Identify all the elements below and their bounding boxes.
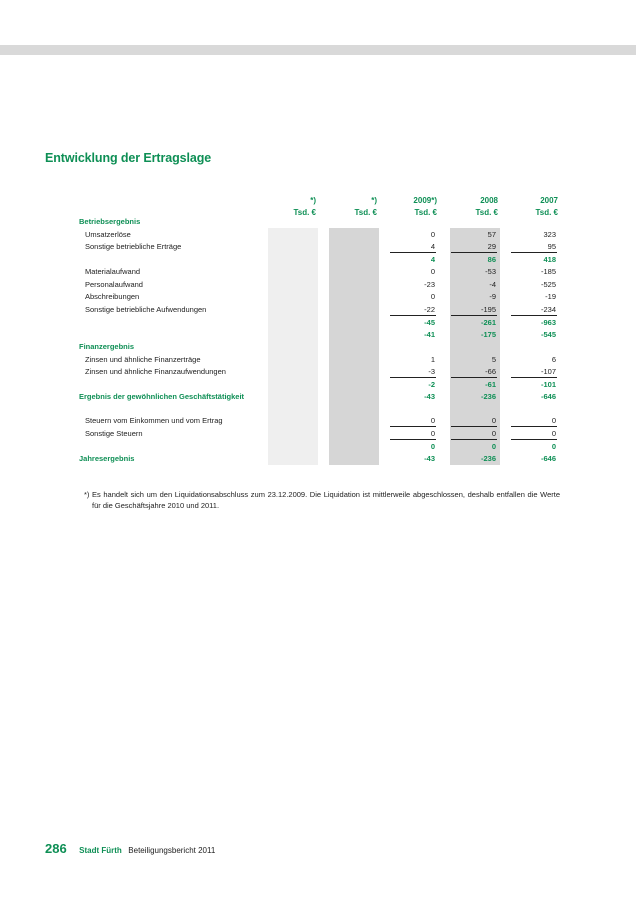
value-cell-c5: -525 — [540, 280, 556, 289]
value-cell-c3: 0 — [430, 230, 435, 239]
row-label: Ergebnis der gewöhnlichen Geschäftstätigkeit — [79, 392, 245, 401]
value-cell-c4: -53 — [485, 267, 496, 276]
value-cell-c5: -646 — [540, 392, 556, 401]
value-cell-c4: -66 — [485, 367, 496, 376]
value-cell-c3: -2 — [428, 380, 435, 389]
value-cell-c5: -107 — [540, 367, 556, 376]
column-header-5: 2007 — [540, 196, 558, 205]
sum-rule — [511, 377, 557, 378]
value-cell-c5: 323 — [543, 230, 556, 239]
sum-rule — [390, 426, 436, 427]
value-cell-c3: 4 — [430, 242, 435, 251]
table-row — [0, 428, 636, 440]
value-cell-c4: 5 — [491, 355, 496, 364]
sum-rule — [390, 252, 436, 253]
value-cell-c4: -4 — [489, 280, 496, 289]
row-label: Steuern vom Einkommen und vom Ertrag — [85, 416, 223, 425]
value-cell-c5: 95 — [547, 242, 556, 251]
value-cell-c4: -195 — [480, 305, 496, 314]
value-cell-c3: 0 — [430, 442, 435, 451]
value-cell-c5: -19 — [545, 292, 556, 301]
table-row — [0, 354, 636, 366]
subtotal-row — [0, 317, 636, 329]
sum-rule — [511, 252, 557, 253]
value-cell-c3: -43 — [424, 392, 435, 401]
value-cell-c4: -236 — [480, 454, 496, 463]
value-cell-c5: -101 — [540, 380, 556, 389]
page-footer — [45, 840, 215, 858]
table-row — [0, 415, 636, 427]
value-cell-c4: -9 — [489, 292, 496, 301]
row-label: Betriebsergebnis — [79, 217, 141, 226]
column-unit-3: Tsd. € — [414, 208, 437, 217]
column-unit-5: Tsd. € — [535, 208, 558, 217]
publisher-name: Stadt Fürth — [79, 846, 122, 855]
value-cell-c3: 0 — [430, 429, 435, 438]
page-number: 286 — [45, 841, 67, 856]
row-label: Finanzergebnis — [79, 342, 135, 351]
value-cell-c5: -234 — [540, 305, 556, 314]
sum-rule — [511, 439, 557, 440]
value-cell-c5: 6 — [551, 355, 556, 364]
column-unit-4: Tsd. € — [475, 208, 498, 217]
section-row — [0, 341, 636, 353]
table-row — [0, 229, 636, 241]
sum-rule — [390, 377, 436, 378]
value-cell-c3: 0 — [430, 416, 435, 425]
total-row — [0, 391, 636, 403]
value-cell-c3: -3 — [428, 367, 435, 376]
row-label: Personalaufwand — [85, 280, 143, 289]
column-header-2: *) — [371, 196, 377, 205]
row-label: Materialaufwand — [85, 267, 141, 276]
sum-rule — [511, 426, 557, 427]
footnote-mark: *) — [84, 490, 90, 499]
column-unit-2: Tsd. € — [354, 208, 377, 217]
column-unit-1: Tsd. € — [293, 208, 316, 217]
sum-rule — [511, 315, 557, 316]
value-cell-c3: 4 — [430, 255, 435, 264]
value-cell-c4: 57 — [487, 230, 496, 239]
column-header-4: 2008 — [480, 196, 498, 205]
report-title: Beteiligungsbericht 2011 — [128, 846, 216, 855]
sum-rule — [390, 315, 436, 316]
table-row — [0, 366, 636, 378]
value-cell-c3: 0 — [430, 267, 435, 276]
row-label: Jahresergebnis — [79, 454, 135, 463]
subtotal-row — [0, 329, 636, 341]
table-row — [0, 304, 636, 316]
table-row — [0, 241, 636, 253]
value-cell-c4: 0 — [491, 416, 496, 425]
subtotal-row — [0, 379, 636, 391]
column-header-1: *) — [310, 196, 316, 205]
row-label: Sonstige Steuern — [85, 429, 143, 438]
total-row — [0, 453, 636, 465]
table-row — [0, 279, 636, 291]
value-cell-c3: -45 — [424, 318, 435, 327]
value-cell-c3: 1 — [430, 355, 435, 364]
table-row — [0, 266, 636, 278]
value-cell-c5: -545 — [540, 330, 556, 339]
table-row — [0, 291, 636, 303]
value-cell-c5: -963 — [540, 318, 556, 327]
value-cell-c3: -41 — [424, 330, 435, 339]
value-cell-c3: -43 — [424, 454, 435, 463]
row-label: Sonstige betriebliche Erträge — [85, 242, 182, 251]
value-cell-c5: 0 — [551, 429, 556, 438]
value-cell-c4: -236 — [480, 392, 496, 401]
value-cell-c3: -23 — [424, 280, 435, 289]
footnote — [84, 489, 560, 511]
footnote-text: Es handelt sich um den Liquidationsabschluss zum 23.12.2009. Die Liquidation ist mittlerweile abgeschlossen, deshalb entfallen die Werte für die Geschäftsjahre 2010 und 2011. — [92, 490, 560, 510]
sum-rule — [451, 439, 497, 440]
value-cell-c5: -185 — [540, 267, 556, 276]
value-cell-c3: -22 — [424, 305, 435, 314]
value-cell-c4: 0 — [491, 442, 496, 451]
value-cell-c4: 29 — [487, 242, 496, 251]
value-cell-c5: 0 — [551, 416, 556, 425]
value-cell-c5: -646 — [540, 454, 556, 463]
row-label: Sonstige betriebliche Aufwendungen — [85, 305, 207, 314]
value-cell-c4: -175 — [480, 330, 496, 339]
value-cell-c4: -61 — [485, 380, 496, 389]
row-label: Zinsen und ähnliche Finanzaufwendungen — [85, 367, 226, 376]
column-header-3: 2009*) — [413, 196, 437, 205]
sum-rule — [390, 439, 436, 440]
row-label: Abschreibungen — [85, 292, 140, 301]
row-label: Zinsen und ähnliche Finanzerträge — [85, 355, 201, 364]
sum-rule — [451, 252, 497, 253]
value-cell-c4: 0 — [491, 429, 496, 438]
row-label: Umsatzerlöse — [85, 230, 131, 239]
value-cell-c5: 418 — [543, 255, 556, 264]
subtotal-row — [0, 441, 636, 453]
value-cell-c5: 0 — [551, 442, 556, 451]
value-cell-c3: 0 — [430, 292, 435, 301]
value-cell-c4: -261 — [480, 318, 496, 327]
value-cell-c4: 86 — [487, 255, 496, 264]
section-row — [0, 216, 636, 228]
sum-rule — [451, 426, 497, 427]
top-band — [0, 45, 636, 55]
section-title: Entwicklung der Ertragslage — [45, 151, 212, 165]
sum-rule — [451, 377, 497, 378]
sum-rule — [451, 315, 497, 316]
subtotal-row — [0, 254, 636, 266]
